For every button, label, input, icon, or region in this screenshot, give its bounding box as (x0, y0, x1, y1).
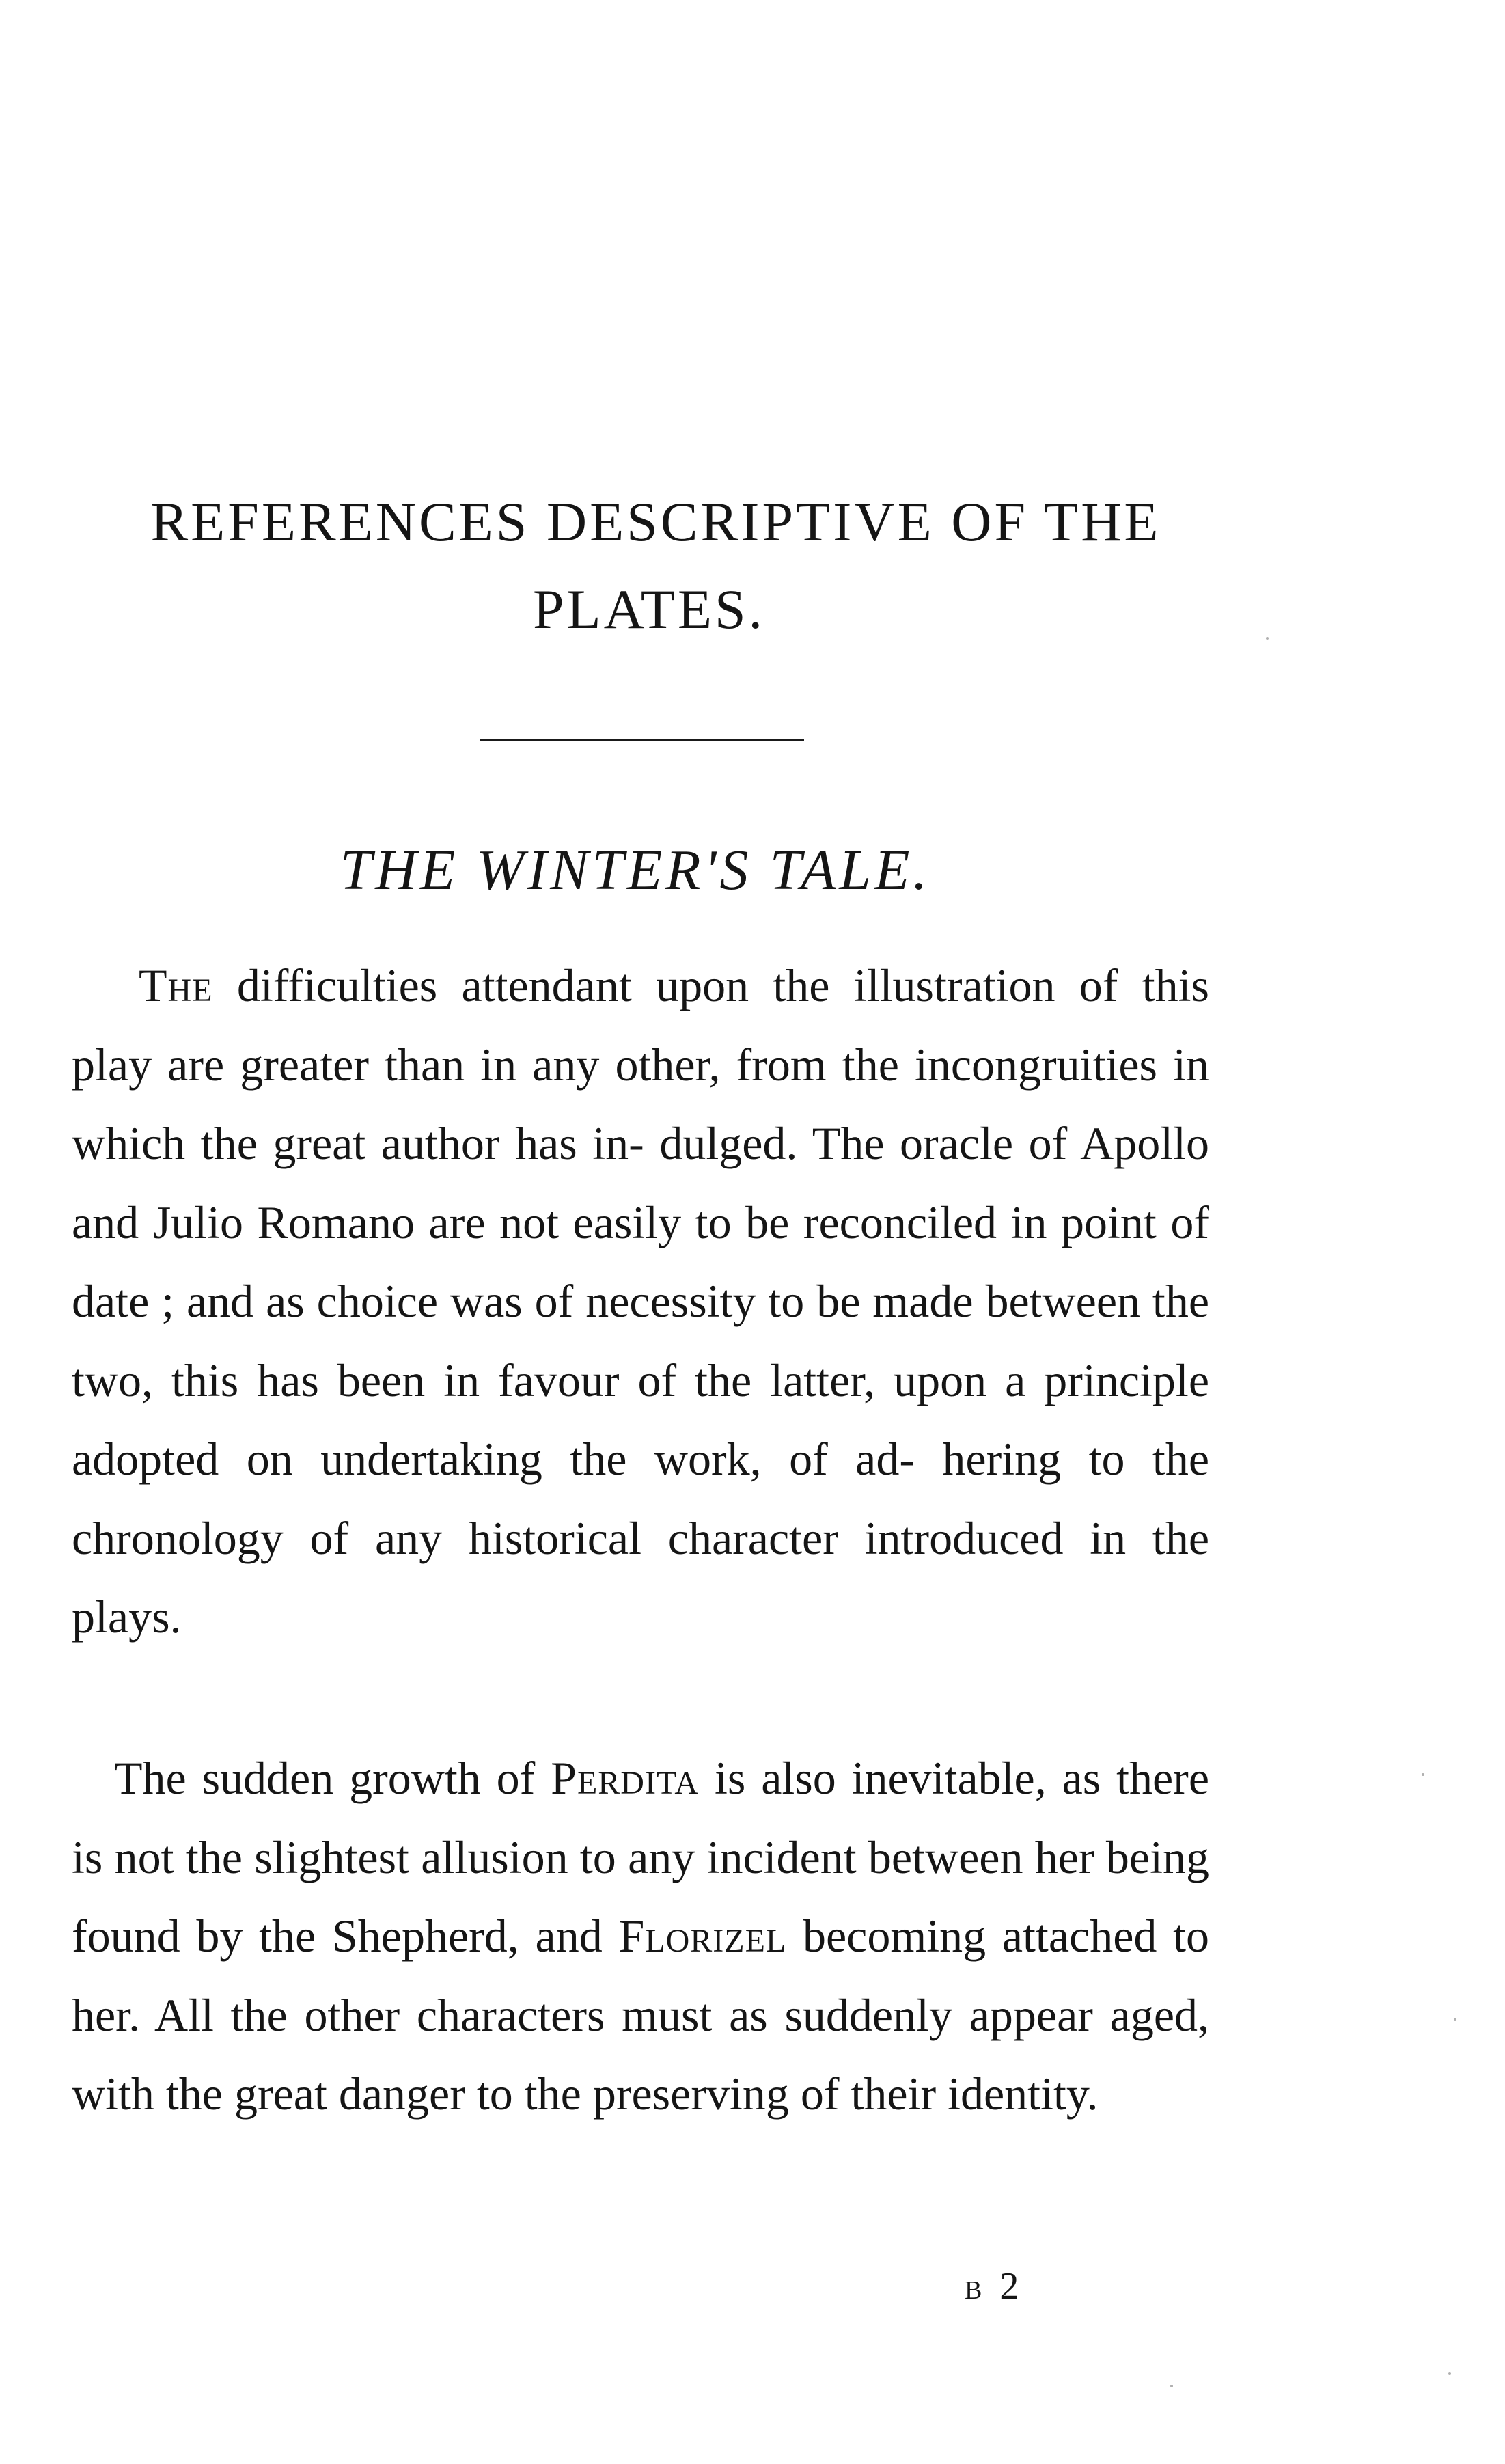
paragraph-2-part-1: The sudden growth of (114, 1752, 536, 1804)
play-title: THE WINTER'S TALE. (340, 838, 931, 902)
paper-speck (1454, 2018, 1456, 2021)
signature-number: 2 (999, 2265, 1023, 2308)
section-divider-rule (480, 739, 804, 741)
paragraph-1-text: difficulties attendant upon the illustration of this play are greater than in any other, from the incongruities in which the great author has in- dulged. The oracle of Apollo and Julio Romano are not easily to be reconciled in point of date ; and as choice was of necessity to be made between the two, this has been in favour of the latter, upon a principle adopted on undertaking the work, of ad- hering to the chronology of any historical character introduced in the plays. (72, 959, 1209, 1643)
paper-speck (1170, 2385, 1173, 2387)
paragraph-2-part-2: is also inevitable, as there is not the slightest allusion to any incident between her being found by the Shepherd, and (72, 1752, 1210, 1962)
page-heading-line-2: PLATES. (532, 578, 766, 640)
paragraph-2-part-3: becoming attached to her. All the other characters must as suddenly appear aged, with the great danger to the preserving of their identity. (72, 1910, 1210, 2120)
character-name-florizel: Florizel (618, 1910, 787, 1962)
paragraph-2 (72, 1739, 1209, 2134)
paper-speck (1266, 637, 1269, 640)
paper-speck (1448, 2372, 1451, 2375)
page-heading-line-1: REFERENCES DESCRIPTIVE OF THE (150, 491, 1161, 553)
character-name-perdita: Perdita (551, 1752, 700, 1804)
paragraph-1-lead: The (139, 959, 213, 1011)
paragraph-1 (72, 946, 1209, 1657)
signature-letter: B (965, 2276, 986, 2305)
signature-mark (965, 2265, 1023, 2308)
paper-speck (1422, 1773, 1424, 1776)
